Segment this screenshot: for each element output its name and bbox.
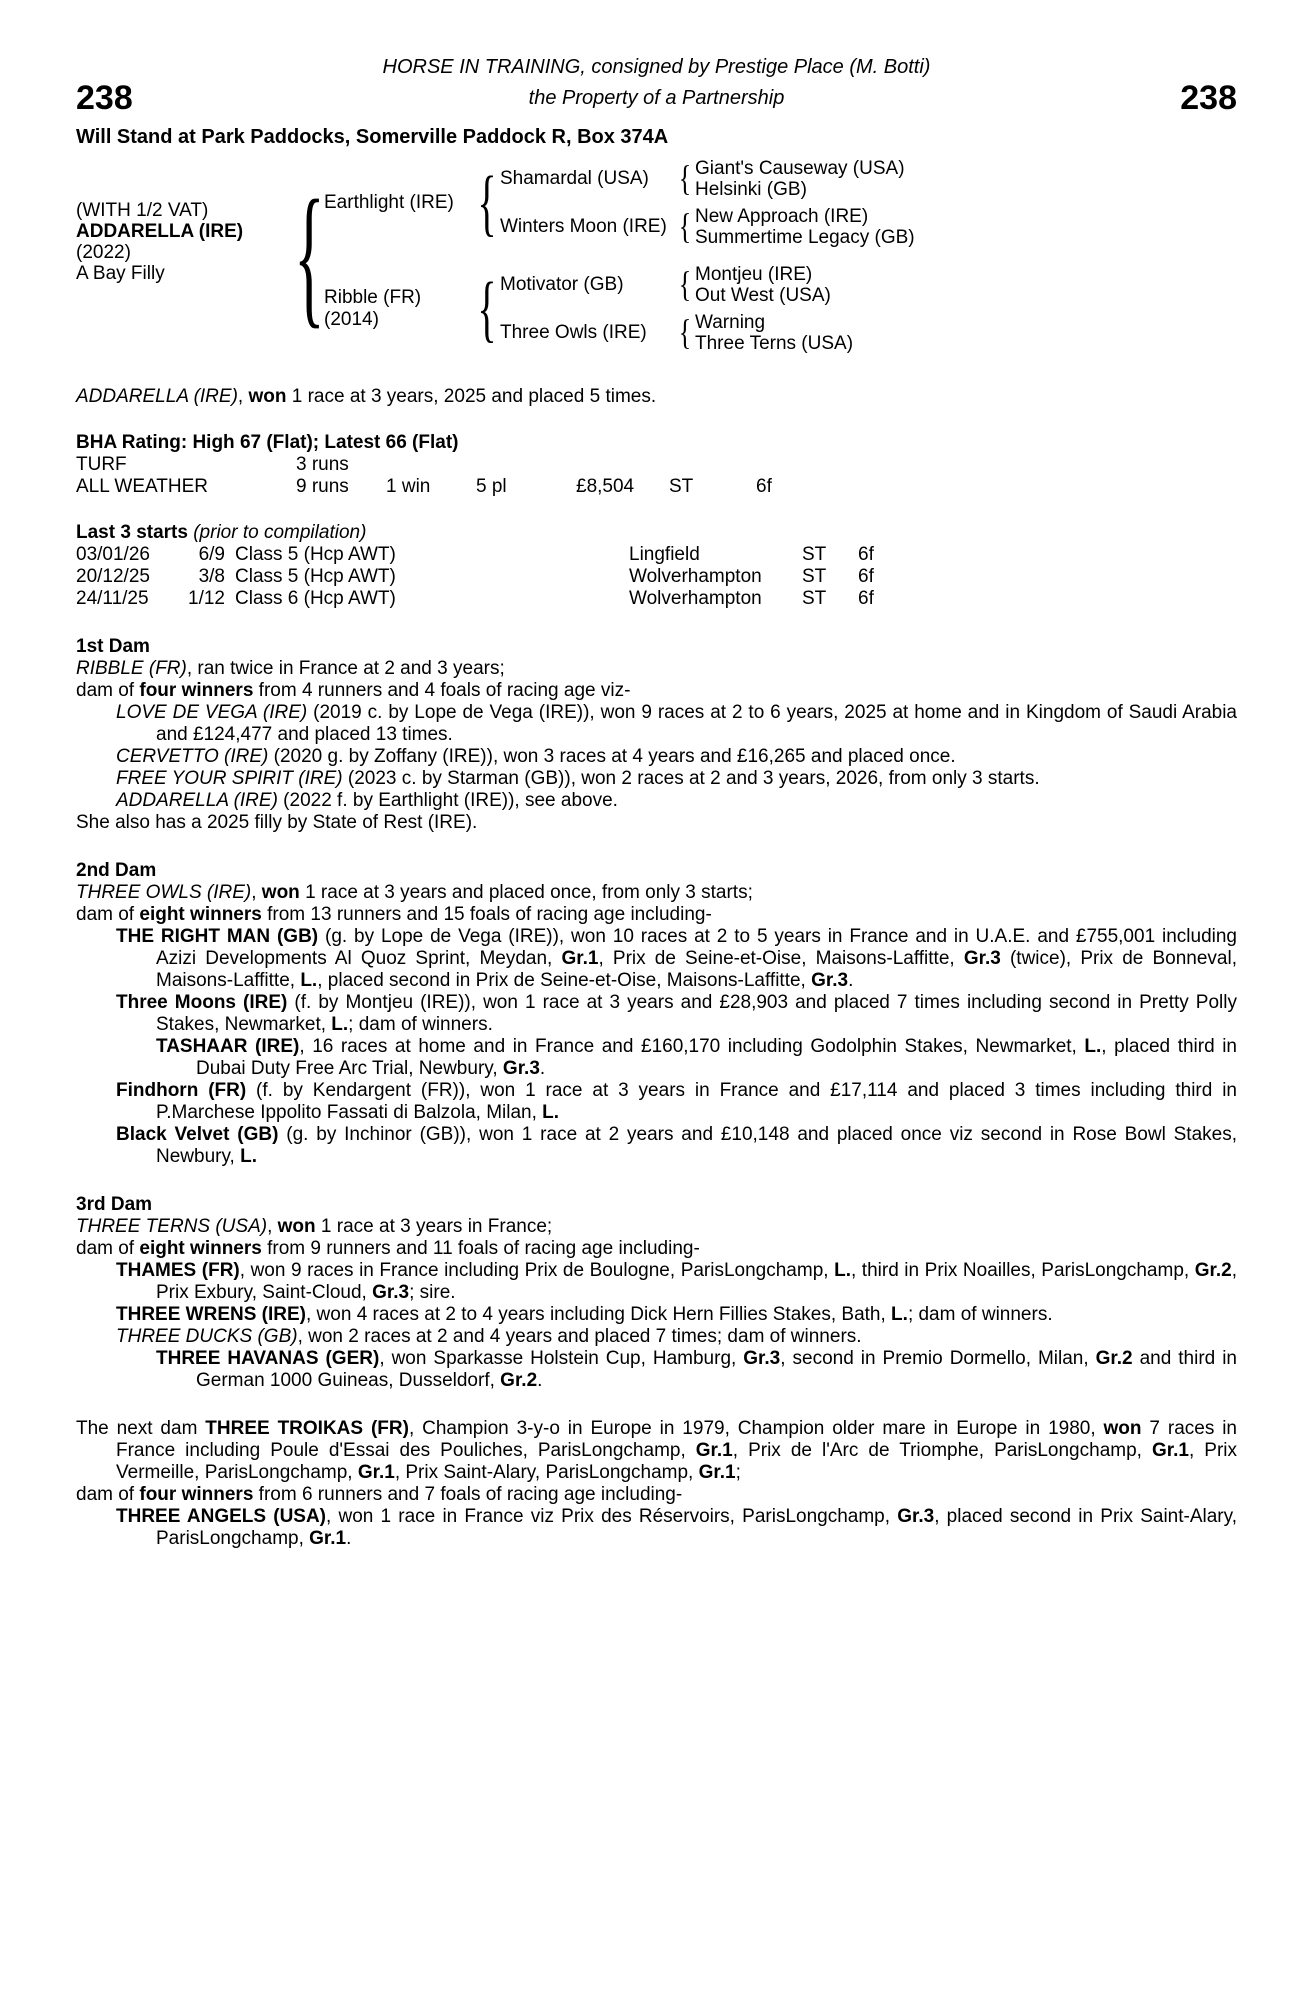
lot-number-right: 238: [1180, 79, 1237, 117]
wins-value: 1 win: [386, 476, 431, 497]
sire-branch: [324, 156, 1237, 250]
produce-entry: THAMES (FR), won 9 races in France including Prix de Boulogne, ParisLongchamp, L., third in Prix Noailles, ParisLongchamp, Gr.2, Prix Exbury, Saint-Cloud, Gr.3; sire.: [116, 1260, 1237, 1303]
grandsire-row: [500, 262, 1237, 308]
start-course: Lingfield: [629, 544, 700, 565]
places-value: 5 pl: [476, 476, 507, 497]
great-grandsire-name: New Approach (IRE): [695, 206, 869, 227]
grandsire-row: [500, 156, 1237, 202]
surface-label: TURF: [76, 454, 127, 475]
distance-value: 6f: [756, 476, 772, 497]
horse-description: A Bay Filly: [76, 263, 165, 284]
start-code: ST: [802, 544, 827, 565]
dam-year: (2014): [324, 309, 379, 330]
dam-summary-line: dam of eight winners from 13 runners and 15 foals of racing age including-: [76, 904, 712, 925]
start-distance: 6f: [858, 566, 874, 587]
horse-name: ADDARELLA (IRE): [76, 221, 244, 242]
granddam-brace: {: [678, 312, 692, 353]
start-class: Class 6 (Hcp AWT): [235, 588, 396, 609]
start-course: Wolverhampton: [629, 588, 762, 609]
produce-sub-entry: THREE HAVANAS (GER), won Sparkasse Holstein Cup, Hamburg, Gr.3, second in Premio Dormello, Milan, Gr.2 and third in German 1000 Guineas, Dusseldorf, Gr.2.: [156, 1348, 1237, 1391]
granddam-name: Winters Moon (IRE): [500, 216, 667, 237]
grandsire-brace: {: [678, 264, 692, 305]
produce-entry: ADDARELLA (IRE) (2022 f. by Earthlight (IRE)), see above.: [116, 790, 618, 811]
produce-entry: Findhorn (FR) (f. by Kendargent (FR)), won 1 race at 3 years in France and £17,114 and placed 3 times including third in P.Marchese Ippolito Fassati di Balzola, Milan, L.: [116, 1080, 1237, 1123]
produce-entry: LOVE DE VEGA (IRE) (2019 c. by Lope de Vega (IRE)), won 9 races at 2 to 6 years, 2025 at home and in Kingdom of Saudi Arabia and £124,477 and placed 13 times.: [116, 702, 1238, 745]
last-starts-table: [76, 544, 1237, 610]
code-value: [669, 454, 756, 476]
start-position: 6/9: [198, 544, 225, 565]
pedigree-tree: [324, 156, 1237, 356]
great-granddam-name: Three Terns (USA): [695, 333, 854, 354]
produce-entry: Black Velvet (GB) (g. by Inchinor (GB)), won 1 race at 2 years and £10,148 and placed once viz second in Rose Bowl Stakes, Newbury, L.: [116, 1124, 1238, 1167]
granddam-row: [500, 310, 1237, 356]
surface-label: ALL WEATHER: [76, 476, 208, 497]
great-granddam-name: Out West (USA): [695, 285, 831, 306]
sire-name: Earthlight (IRE): [324, 192, 454, 213]
start-distance: 6f: [858, 588, 874, 609]
grandsire-brace: {: [678, 158, 692, 199]
note-line: She also has a 2025 filly by State of Rest (IRE).: [76, 812, 478, 833]
wins-value: [386, 454, 476, 476]
foaling-year: (2022): [76, 242, 131, 263]
start-date: 03/01/26: [76, 544, 150, 565]
produce-entry: CERVETTO (IRE) (2020 g. by Zoffany (IRE)), won 3 races at 4 years and £16,265 and placed once.: [116, 746, 956, 767]
section-heading-3rd-dam: 3rd Dam: [76, 1194, 153, 1215]
grandsire-name: Motivator (GB): [500, 274, 624, 295]
section-heading-2nd-dam: 2nd Dam: [76, 860, 157, 881]
dam-line: THREE OWLS (IRE), won 1 race at 3 years and placed once, from only 3 starts;: [76, 882, 753, 903]
bha-rating-line: BHA Rating: High 67 (Flat); Latest 66 (Flat): [76, 432, 459, 453]
prize-value: £8,504: [576, 476, 635, 497]
produce-entry: Three Moons (IRE) (f. by Montjeu (IRE)), won 1 race at 3 years and £28,903 and placed 7 times including second in Pretty Polly Stakes, Newmarket, L.; dam of winners.: [116, 992, 1237, 1035]
produce-entry: THREE WRENS (IRE), won 4 races at 2 to 4 years including Dick Hern Fillies Stakes, Bath, L.; dam of winners.: [116, 1304, 1053, 1325]
dam-brace: {: [477, 266, 497, 350]
start-distance: 6f: [858, 544, 874, 565]
granddam-brace: {: [678, 206, 692, 247]
race-summary-line: ADDARELLA (IRE), won 1 race at 3 years, 2025 and placed 5 times.: [76, 386, 657, 407]
pedigree-table: [76, 156, 1237, 356]
produce-entry: THREE DUCKS (GB), won 2 races at 2 and 4 years and placed 7 times; dam of winners.: [116, 1326, 862, 1347]
produce-entry: FREE YOUR SPIRIT (IRE) (2023 c. by Starman (GB)), won 2 races at 2 and 3 years, 2026, from only 3 starts.: [116, 768, 1040, 789]
dam-line: RIBBLE (FR), ran twice in France at 2 and 3 years;: [76, 658, 505, 679]
great-grandsire-name: Montjeu (IRE): [695, 264, 813, 285]
sire-brace: {: [477, 160, 497, 244]
start-class: Class 5 (Hcp AWT): [235, 544, 396, 565]
dam-branch: [324, 262, 1237, 356]
surface-record-table: [76, 454, 1237, 498]
consignor-line: HORSE IN TRAINING, consigned by Prestige Place (M. Botti): [382, 56, 931, 78]
property-line: the Property of a Partnership: [528, 87, 785, 109]
great-granddam-name: Helsinki (GB): [695, 179, 807, 200]
dam-summary-line: dam of four winners from 4 runners and 4 foals of racing age viz-: [76, 680, 631, 701]
section-heading-1st-dam: 1st Dam: [76, 636, 150, 657]
granddam-name: Three Owls (IRE): [500, 322, 647, 343]
produce-entry: THREE ANGELS (USA), won 1 race in France viz Prix des Réservoirs, ParisLongchamp, Gr.3, placed second in Prix Saint-Alary, ParisLongchamp, Gr.1.: [116, 1506, 1237, 1549]
start-position: 1/12: [188, 588, 225, 609]
next-dam-line: The next dam THREE TROIKAS (FR), Champion 3-y-o in Europe in 1979, Champion older mare in Europe in 1980, won 7 races in France including Poule d'Essai des Pouliches, ParisLongchamp, Gr.1, Prix de l'Arc de Triomphe, ParisLongchamp, Gr.1, Prix Vermeille, ParisLongchamp, Gr.1, Prix Saint-Alary, ParisLongchamp, Gr.1;: [76, 1418, 1238, 1483]
granddam-row: [500, 204, 1237, 250]
start-code: ST: [802, 588, 827, 609]
dam-name: Ribble (FR): [324, 287, 422, 308]
horse-info: [76, 156, 294, 356]
dam-summary-line: dam of four winners from 6 runners and 7 foals of racing age including-: [76, 1484, 683, 1505]
vat-note: (WITH 1/2 VAT): [76, 200, 209, 221]
stand-location-line: Will Stand at Park Paddocks, Somerville Paddock R, Box 374A: [76, 126, 669, 148]
pedigree-brace: {: [294, 167, 325, 342]
start-date: 24/11/25: [76, 588, 149, 609]
produce-sub-entry: TASHAAR (IRE), 16 races at home and in France and £160,170 including Godolphin Stakes, Newmarket, L., placed third in Dubai Duty Free Arc Trial, Newbury, Gr.3.: [156, 1036, 1237, 1079]
start-date: 20/12/25: [76, 566, 150, 587]
dam-line: THREE TERNS (USA), won 1 race at 3 years in France;: [76, 1216, 553, 1237]
prize-value: [576, 454, 669, 476]
start-class: Class 5 (Hcp AWT): [235, 566, 396, 587]
produce-entry: THE RIGHT MAN (GB) (g. by Lope de Vega (IRE)), won 10 races at 2 to 5 years in France and in U.A.E. and £755,001 including Azizi Developments Al Quoz Sprint, Meydan, Gr.1, Prix de Seine-et-Oise, Maisons-Laffitte, Gr.3 (twice), Prix de Bonneval, Maisons-Laffitte, L., placed second in Prix de Seine-et-Oise, Maisons-Laffitte, Gr.3.: [116, 926, 1237, 991]
dam-summary-line: dam of eight winners from 9 runners and 11 foals of racing age including-: [76, 1238, 700, 1259]
great-grandsire-name: Giant's Causeway (USA): [695, 158, 905, 179]
lot-number-left: 238: [76, 79, 133, 117]
lot-row: [76, 80, 1237, 116]
last-starts-heading: Last 3 starts (prior to compilation): [76, 522, 367, 543]
code-value: ST: [669, 476, 694, 497]
runs-value: 3 runs: [296, 454, 349, 475]
start-position: 3/8: [198, 566, 225, 587]
grandsire-name: Shamardal (USA): [500, 168, 649, 189]
dam-name-block: [324, 287, 474, 331]
great-granddam-name: Summertime Legacy (GB): [695, 227, 915, 248]
start-code: ST: [802, 566, 827, 587]
places-value: [476, 454, 576, 476]
runs-value: 9 runs: [296, 476, 349, 497]
distance-value: [756, 454, 1237, 476]
next-dam-section: [76, 1418, 1237, 1550]
great-grandsire-name: Warning: [695, 312, 766, 333]
start-course: Wolverhampton: [629, 566, 762, 587]
